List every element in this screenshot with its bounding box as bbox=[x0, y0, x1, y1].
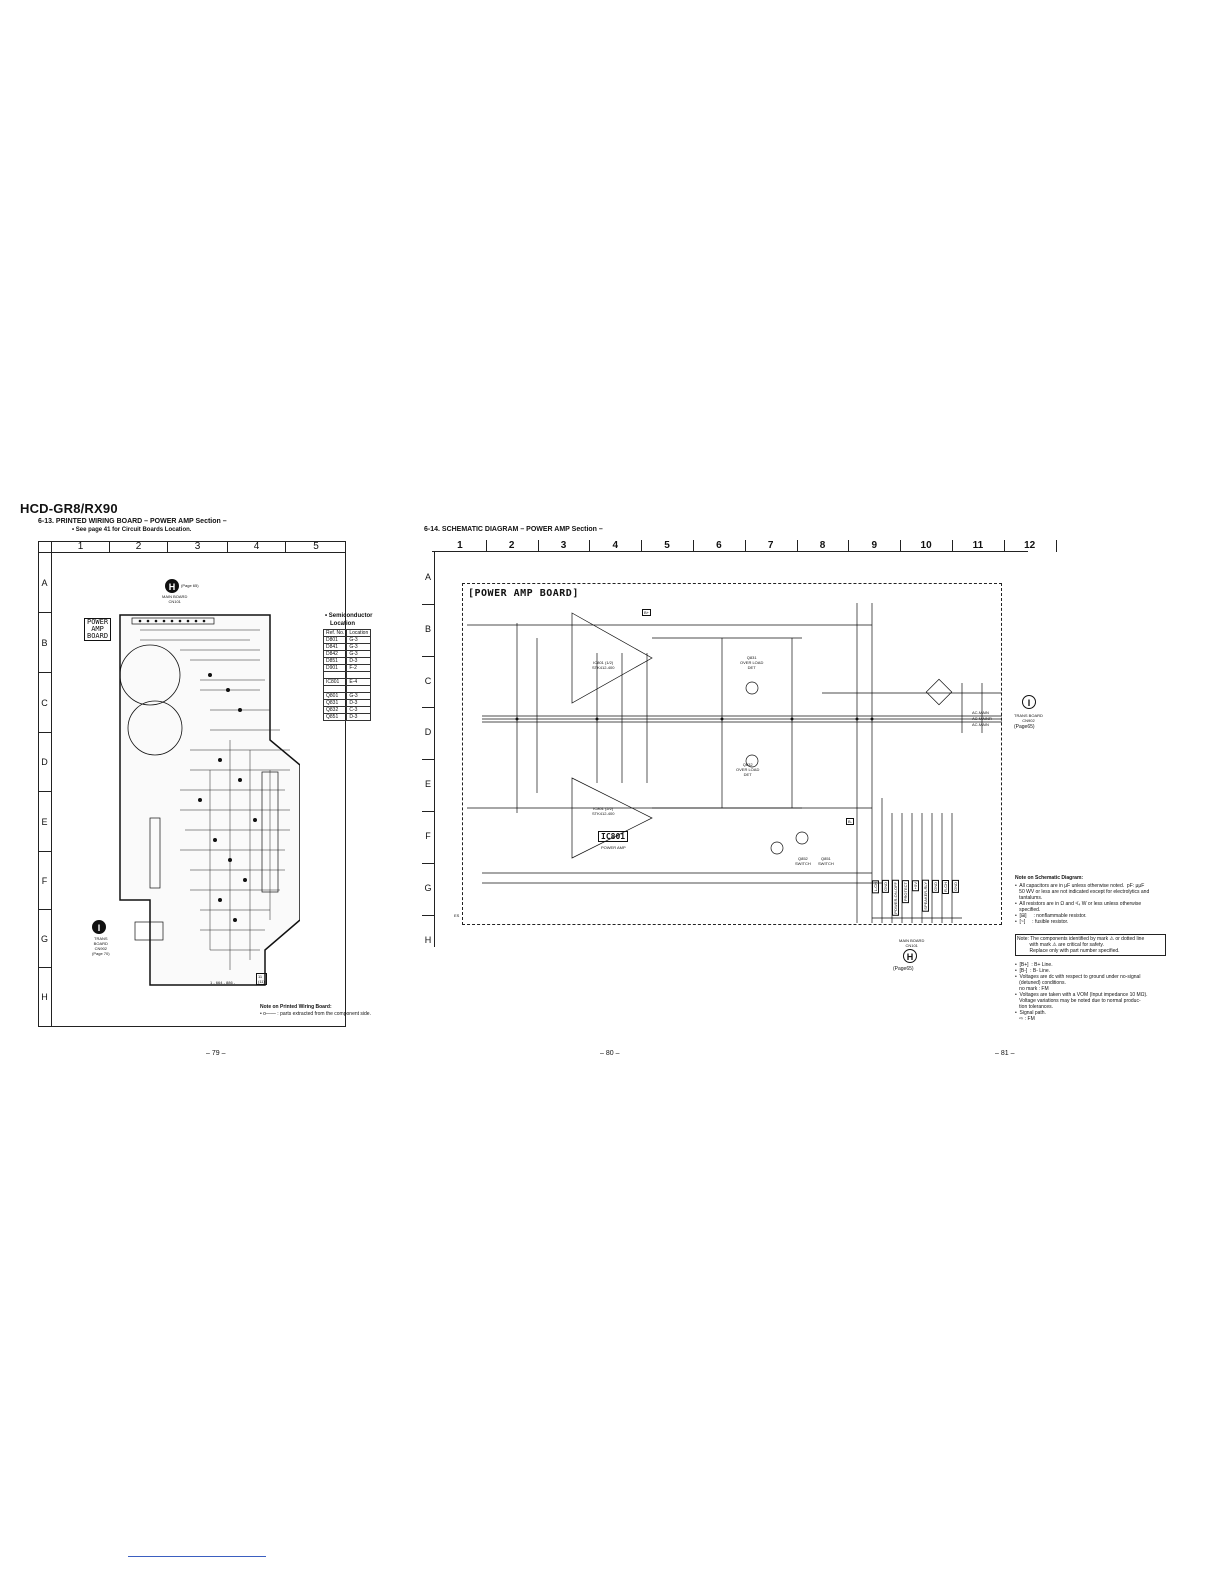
schematic-row-tick bbox=[422, 604, 434, 605]
pwb-col-1: 1 bbox=[52, 541, 110, 553]
semi-location: G-3 bbox=[347, 651, 371, 658]
schematic-row-tick bbox=[422, 811, 434, 812]
schematic-notes-list-2: • [B+] : B+ Line. • [B-] : B- Line. • Voltages are dc with respect to ground under no-signal (detuned) conditions. no mark : FM • Voltages are taken with a VOM (Input impedance 10 MΩ). Voltage variations may be noted due to normal produc- tion tolerances. • Signal path. ⇨ : FM bbox=[1015, 962, 1148, 1022]
semi-ref: D801 bbox=[324, 637, 347, 644]
semi-ref: D901 bbox=[324, 665, 347, 672]
semi-ref: D842 bbox=[324, 651, 347, 658]
pwb-connector-i-line1: TRANS bbox=[94, 936, 108, 941]
ic801-sub-label: POWER AMP bbox=[601, 845, 626, 850]
pwb-board-drawing bbox=[80, 570, 300, 990]
schematic-board-label: [POWER AMP BOARD] bbox=[468, 588, 579, 599]
semi-ref: Q832 bbox=[324, 707, 347, 714]
semi-row bbox=[324, 672, 371, 679]
semi-location: C-3 bbox=[347, 707, 371, 714]
semi-row bbox=[324, 658, 371, 665]
schematic-row-tick bbox=[422, 656, 434, 657]
schematic-row-tick bbox=[422, 707, 434, 708]
semi-row bbox=[324, 714, 371, 721]
semi-location: D-3 bbox=[347, 700, 371, 707]
semi-location: D-3 bbox=[347, 714, 371, 721]
ac-label-3: AC-MAIN bbox=[972, 722, 989, 727]
semiconductor-title: • Semiconductor Location bbox=[325, 613, 373, 627]
pwb-col-4: 4 bbox=[228, 541, 286, 553]
pwb-title: 6-13. PRINTED WIRING BOARD – POWER AMP Section – bbox=[38, 518, 227, 525]
semi-ref: Q831 bbox=[324, 700, 347, 707]
schematic-row-d: D bbox=[424, 727, 432, 738]
semi-row bbox=[324, 686, 371, 693]
pwb-col-5: 5 bbox=[286, 541, 346, 553]
pwb-connector-i-marker: I bbox=[92, 920, 106, 934]
page-number-79: – 79 – bbox=[206, 1050, 226, 1057]
schematic-row-g: G bbox=[424, 882, 432, 893]
pwb-note-text: • o—— : parts extracted from the component side. bbox=[260, 1011, 371, 1017]
ic801-top-label: IC801 (1/2) STK412-400 bbox=[592, 660, 615, 670]
model-title: HCD-GR8/RX90 bbox=[20, 501, 118, 516]
pwb-connector-i-line4: (Page 70) bbox=[92, 951, 110, 956]
pwb-row-d: D bbox=[38, 733, 52, 792]
schematic-col-7: 7 bbox=[767, 540, 774, 551]
pwb-row-f: F bbox=[38, 852, 52, 910]
schematic-col-1: 1 bbox=[457, 540, 463, 551]
schematic-col-6: 6 bbox=[716, 540, 722, 551]
pwb-subtitle: • See page 41 for Circuit Boards Location. bbox=[72, 527, 192, 533]
semi-ref: Q851 bbox=[324, 714, 347, 721]
main-board-label: MAIN BOARD CN101 bbox=[899, 938, 925, 948]
schematic-col-5: 5 bbox=[664, 540, 670, 551]
semi-row bbox=[324, 651, 371, 658]
semi-header-ref: Ref. No. bbox=[324, 630, 347, 637]
q831-label: Q831 OVER LOAD DET bbox=[740, 655, 764, 670]
schematic-col-2: 2 bbox=[508, 540, 515, 551]
pwb-col-2: 2 bbox=[110, 541, 168, 553]
pwb-connector-i-line3: CN902 bbox=[94, 946, 108, 951]
schematic-row-e: E bbox=[424, 779, 431, 790]
schematic-notes-list: • All capacitors are in μF unless otherwise noted. pF: μμF 50 WV or less are not indicated except for electrolytics and tantalums. • All resistors are in Ω and ¹/₄ W or less unless otherwise specified. • [⊞] : nonflammable resistor. • [~] : fusible resistor. bbox=[1015, 883, 1150, 925]
q851-label: Q851 SWITCH bbox=[818, 856, 834, 866]
pwb-connector-h-marker: H bbox=[165, 579, 179, 593]
semi-location: G-3 bbox=[347, 644, 371, 651]
pwb-corner-mark: 11 (11) bbox=[258, 974, 265, 984]
schematic-notes-title: Note on Schematic Diagram: bbox=[1015, 875, 1084, 881]
pwb-col-3: 3 bbox=[168, 541, 228, 553]
connector-pin-label: R-CH bbox=[943, 882, 948, 892]
semi-row bbox=[324, 679, 371, 686]
pwb-board-label-line2: AMP bbox=[91, 625, 104, 633]
semi-location bbox=[347, 672, 371, 679]
schematic-title: 6-14. SCHEMATIC DIAGRAM – POWER AMP Section – bbox=[424, 526, 603, 533]
semi-location bbox=[347, 686, 371, 693]
connector-pin-label: GND bbox=[933, 882, 938, 891]
bplus-box: B+ bbox=[644, 610, 650, 615]
connector-pin-label: GND bbox=[883, 882, 888, 891]
schematic-row-a: A bbox=[424, 572, 431, 582]
schematic-connector-i-marker: I bbox=[1022, 695, 1036, 709]
pwb-row-h: H bbox=[38, 968, 52, 1027]
schematic-row-tick bbox=[422, 915, 434, 916]
connector-pin-label: L-CH bbox=[873, 882, 878, 892]
q852-label: Q852 SWITCH bbox=[795, 856, 811, 866]
semi-location: F-2 bbox=[347, 665, 371, 672]
ic801-label: IC801 bbox=[598, 831, 628, 842]
semi-ref: Q801 bbox=[324, 693, 347, 700]
q832-label: Q832 OVER LOAD DET bbox=[736, 762, 760, 777]
page-number-80: – 80 – bbox=[600, 1050, 620, 1057]
schematic-col-4: 4 bbox=[612, 540, 619, 551]
schematic-row-f: F bbox=[425, 831, 431, 841]
schematic-connector-h-marker: H bbox=[903, 949, 917, 963]
schematic-es-label: ES bbox=[454, 913, 460, 918]
connector-pin-label: SPEAKER-RLY bbox=[923, 882, 928, 910]
pwb-board-label-line3: BOARD bbox=[87, 632, 109, 640]
semi-row bbox=[324, 665, 371, 672]
schematic-row-tick bbox=[422, 759, 434, 760]
connector-pin-label: GND bbox=[953, 882, 958, 891]
pwb-row-a: A bbox=[38, 553, 52, 613]
pwb-board-label-line1: POWER bbox=[87, 618, 109, 626]
ic801-bottom-label: IC801 (2/2) STK412-400 bbox=[592, 806, 615, 816]
pwb-connector-i-line2: BOARD bbox=[93, 941, 108, 946]
semi-location: E-4 bbox=[347, 679, 371, 686]
semi-ref bbox=[324, 672, 347, 679]
bottom-link-line bbox=[128, 1556, 266, 1557]
bminus-box: B- bbox=[848, 819, 852, 824]
ac-label-2: AC-MAINR bbox=[972, 716, 992, 721]
pwb-row-c: C bbox=[38, 673, 52, 733]
schematic-row-h: H bbox=[424, 934, 432, 945]
main-board-page: (Page65) bbox=[893, 966, 914, 972]
schematic-col-8: 8 bbox=[819, 540, 826, 551]
schematic-row-c: C bbox=[424, 675, 432, 686]
pwb-connector-h-text: MAIN BOARD CN101 bbox=[162, 594, 188, 604]
schematic-row-b: B bbox=[424, 623, 431, 634]
schematic-col-10: 10 bbox=[920, 540, 932, 551]
trans-board-label: TRANS BOARD CN902 bbox=[1014, 713, 1043, 723]
schematic-col-3: 3 bbox=[560, 540, 567, 551]
semiconductor-table bbox=[323, 629, 371, 721]
schematic-col-tick bbox=[1056, 540, 1057, 552]
pwb-row-b: B bbox=[38, 613, 52, 673]
schematic-col-11: 11 bbox=[972, 540, 984, 551]
semi-location: D-3 bbox=[347, 658, 371, 665]
semi-row bbox=[324, 637, 371, 644]
semi-ref: D841 bbox=[324, 644, 347, 651]
semi-location: G-3 bbox=[347, 637, 371, 644]
ac-label-1: AC-MAIN bbox=[972, 710, 989, 715]
pwb-note-title: Note on Printed Wiring Board: bbox=[260, 1004, 332, 1010]
trans-board-page: (Page65) bbox=[1014, 724, 1035, 730]
semi-row bbox=[324, 700, 371, 707]
connector-pin-label: PROTECT bbox=[903, 882, 908, 902]
pwb-row-e: E bbox=[38, 792, 52, 852]
pwb-connector-i-text bbox=[92, 936, 110, 956]
semi-ref: IC801 bbox=[324, 679, 347, 686]
schematic-row-tick bbox=[422, 863, 434, 864]
pwb-row-g: G bbox=[38, 910, 52, 968]
semi-header-loc: Location bbox=[347, 630, 371, 637]
semi-row bbox=[324, 707, 371, 714]
semi-ref: D851 bbox=[324, 658, 347, 665]
semi-ref bbox=[324, 686, 347, 693]
page-number-81: – 81 – bbox=[995, 1050, 1015, 1057]
pwb-connector-h-page: (Page 65) bbox=[181, 583, 199, 588]
semi-row bbox=[324, 693, 371, 700]
schematic-col-9: 9 bbox=[871, 540, 878, 551]
connector-pin-label: POWER-ON-OFF bbox=[893, 882, 898, 914]
pwb-board-label bbox=[84, 618, 111, 641]
schematic-col-12: 12 bbox=[1024, 540, 1036, 551]
semi-row bbox=[324, 644, 371, 651]
pwb-corner-cell bbox=[38, 541, 52, 553]
safety-note-box: Note: The components identified by mark ⚠ or dotted line with mark ⚠ are critical for safety. Replace only with part number specified. bbox=[1015, 934, 1166, 956]
connector-pin-label: +5V bbox=[913, 882, 918, 890]
pwb-bottom-code: 1 - 664 - 886 - bbox=[210, 980, 236, 985]
semi-location: G-3 bbox=[347, 693, 371, 700]
